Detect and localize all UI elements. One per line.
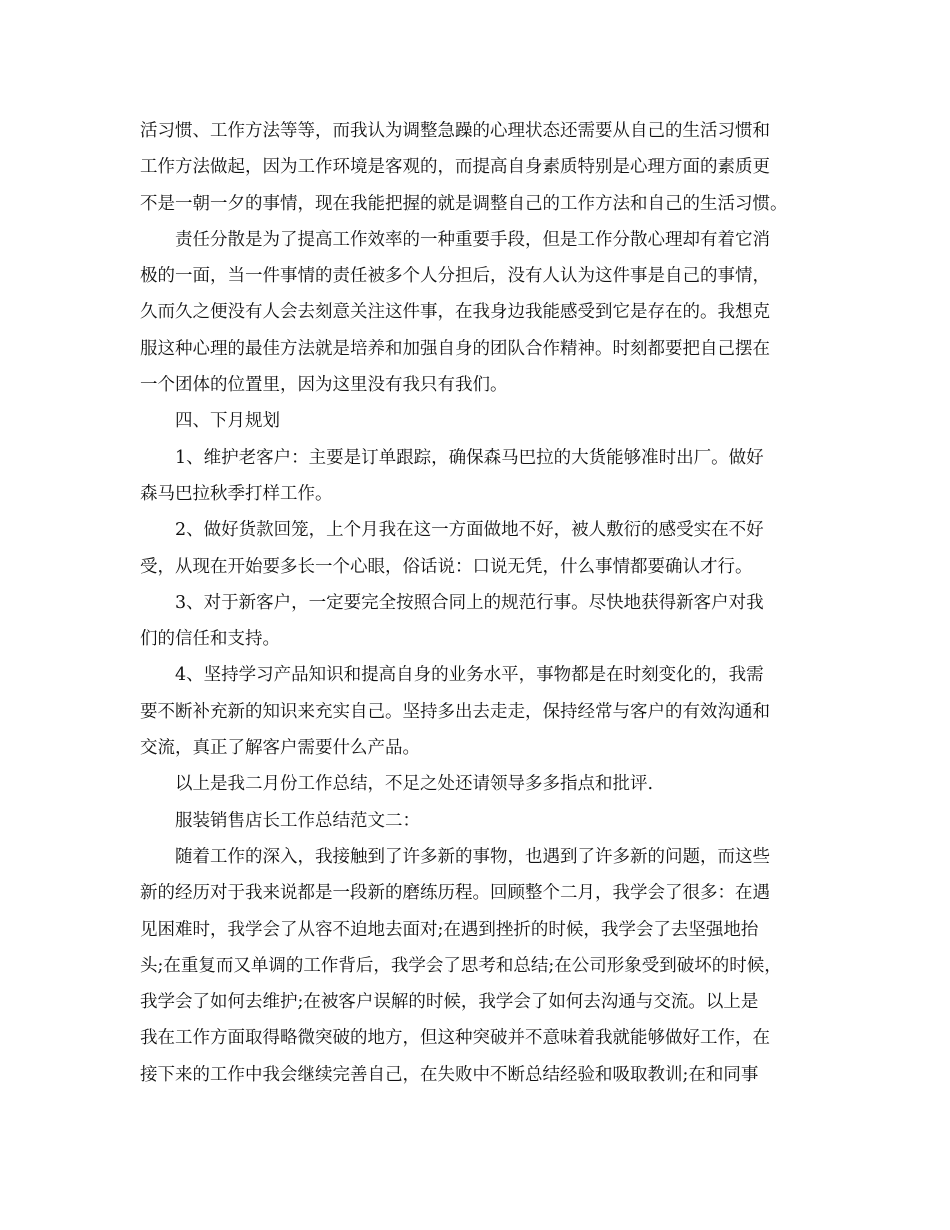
- text-line: 责任分散是为了提高工作效率的一种重要手段，但是工作分散心理却有着它消: [175, 229, 770, 250]
- text-line: 2、做好货款回笼，上个月我在这一方面做地不好，被人敷衍的感受实在不好: [175, 520, 764, 541]
- text-line: 服装销售店长工作总结范文二：: [175, 810, 420, 831]
- text-line: 久而久之便没有人会去刻意关注这件事，在我身边我能感受到它是存在的。我想克: [140, 302, 770, 323]
- paragraph: [140, 222, 830, 403]
- text-line: 我学会了如何去维护;在被客户误解的时候，我学会了如何去沟通与交流。以上是: [140, 992, 759, 1013]
- paragraph: [140, 657, 830, 766]
- text-line: 活习惯、工作方法等等，而我认为调整急躁的心理状态还需要从自己的生活习惯和: [140, 121, 770, 141]
- text-line: 3、对于新客户，一定要完全按照合同上的规范行事。尽快地获得新客户对我: [175, 592, 764, 613]
- text-line: 1、维护老客户：主要是订单跟踪，确保森马巴拉的大货能够准时出厂。做好: [175, 447, 764, 468]
- paragraph: [140, 512, 830, 585]
- text-line: 4、坚持学习产品知识和提高自身的业务水平，事物都是在时刻变化的，我需: [175, 665, 764, 686]
- text-line: 新的经历对于我来说都是一段新的磨练历程。回顾整个二月，我学会了很多：在遇: [140, 883, 770, 904]
- document-body: [140, 113, 830, 1093]
- text-line: 接下来的工作中我会继续完善自己，在失败中不断总结经验和吸取教训;在和同事: [140, 1064, 759, 1085]
- text-line: 森马巴拉秋季打样工作。: [140, 483, 333, 504]
- paragraph: [140, 766, 830, 802]
- paragraph: [140, 403, 830, 439]
- text-line: 以上是我二月份工作总结，不足之处还请领导多多指点和批评.: [175, 774, 654, 795]
- paragraph: [140, 585, 830, 658]
- text-line: 受，从现在开始要多长一个心眼，俗话说：口说无凭，什么事情都要确认才行。: [140, 556, 753, 577]
- text-line: 极的一面，当一件事情的责任被多个人分担后，没有人认为这件事是自己的事情，: [140, 266, 770, 287]
- paragraph: [140, 113, 830, 222]
- text-line: 要不断补充新的知识来充实自己。坚持多出去走走，保持经常与客户的有效沟通和: [140, 701, 770, 722]
- text-line: 们的信任和支持。: [140, 629, 280, 650]
- text-line: 工作方法做起，因为工作环境是客观的，而提高自身素质特别是心理方面的素质更: [140, 157, 770, 178]
- text-line: 四、下月规划: [175, 411, 280, 432]
- text-line: 一个团体的位置里，因为这里没有我只有我们。: [140, 375, 508, 396]
- text-line: 服这种心理的最佳方法就是培养和加强自身的团队合作精神。时刻都要把自己摆在: [140, 338, 770, 359]
- text-line: 我在工作方面取得略微突破的地方，但这种突破并不意味着我就能够做好工作，在: [140, 1028, 770, 1049]
- text-line: 交流，真正了解客户需要什么产品。: [140, 738, 420, 759]
- text-line: 随着工作的深入，我接触到了许多新的事物，也遇到了许多新的问题，而这些: [175, 846, 770, 867]
- text-line: 见困难时，我学会了从容不迫地去面对;在遇到挫折的时候，我学会了去坚强地抬: [140, 919, 759, 940]
- paragraph: [140, 839, 830, 1093]
- paragraph: [140, 803, 830, 839]
- text-line: 头;在重复而又单调的工作背后，我学会了思考和总结;在公司形象受到破坏的时候，: [140, 955, 782, 976]
- paragraph: [140, 440, 830, 513]
- text-line: 不是一朝一夕的事情，现在我能把握的就是调整自己的工作方法和自己的生活习惯。: [140, 193, 788, 214]
